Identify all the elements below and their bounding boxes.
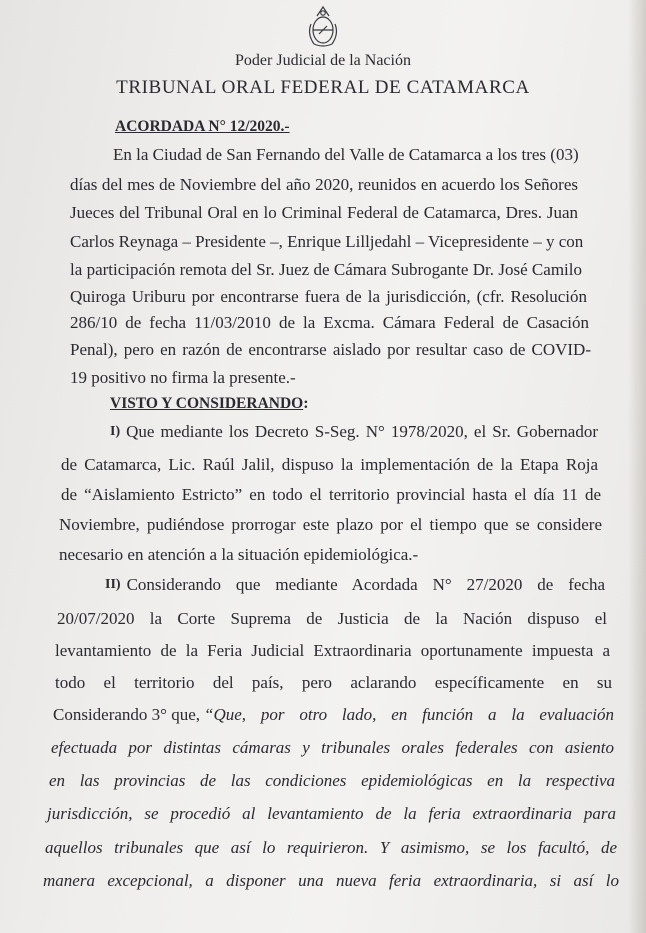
- para2-line-5-plain: Considerando 3° que,: [53, 705, 201, 724]
- para1-line-4: Noviembre, pudiéndose prorrogar este plazo por el tiempo que se considere: [59, 515, 602, 534]
- para1-line-3: de “Aislamiento Estricto” en todo el territorio provincial hasta el día 11 de: [61, 485, 601, 504]
- intro-line-9: 19 positivo no firma la presente.-: [70, 368, 296, 387]
- intro-line-6: Quiroga Uriburu por encontrarse fuera de la jurisdicción, (cfr. Resolución: [70, 287, 587, 306]
- para2-italic-line-2: en las provincias de las condiciones epidemiológicas en la respectiva: [49, 771, 615, 790]
- para2-line-2: 20/07/2020 la Corte Suprema de Justicia de la Nación dispuso el: [57, 609, 607, 628]
- acordada-title: ACORDADA N° 12/2020.-: [115, 118, 290, 135]
- para2-italic-line-3: jurisdicción, se procedió al levantamiento de la feria extraordinaria para: [47, 804, 616, 823]
- visto-heading: [110, 395, 309, 413]
- intro-line-8: Penal), pero en razón de encontrarse aislado por resultar caso de COVID-: [70, 340, 591, 359]
- para1-label: I): [110, 424, 121, 439]
- page-edge-shadow: [628, 0, 646, 933]
- coat-of-arms-emblem: [305, 4, 341, 48]
- para1-line-1-text: Que mediante los Decreto S-Seg. N° 1978/2020, el Sr. Gobernador: [126, 422, 598, 441]
- visto-title: VISTO Y CONSIDERANDO: [110, 395, 304, 412]
- para2-line-4: todo el territorio del país, pero aclarando específicamente en su: [55, 673, 612, 692]
- para2-italic-line-1: efectuada por distintas cámaras y tribunales orales federales con asiento: [51, 738, 614, 757]
- institution-name: Poder Judicial de la Nación: [235, 52, 411, 69]
- para2-italic-line-4: aquellos tribunales que así lo requirieron. Y asimismo, se los facultó, de: [45, 838, 617, 857]
- para2-line-1-text: Considerando que mediante Acordada N° 27/2020 de fecha: [126, 575, 605, 594]
- intro-line-2: días del mes de Noviembre del año 2020, reunidos en acuerdo los Señores: [70, 175, 578, 194]
- intro-line-7: 286/10 de fecha 11/03/2010 de la Excma. Cámara Federal de Casación: [70, 313, 589, 332]
- tribunal-name: TRIBUNAL ORAL FEDERAL DE CATAMARCA: [116, 77, 530, 98]
- para1-line-1: [110, 422, 598, 442]
- visto-colon: :: [303, 395, 309, 412]
- para2-label: II): [105, 577, 121, 592]
- intro-line-1: En la Ciudad de San Fernando del Valle de Catamarca a los tres (03): [113, 145, 579, 164]
- para2-line-1: [105, 575, 605, 595]
- para2-italic-line-5: manera excepcional, a disponer una nueva feria extraordinaria, si así lo: [43, 871, 619, 890]
- para1-line-5: necesario en atención a la situación epidemiológica.-: [59, 545, 419, 564]
- para1-line-2: de Catamarca, Lic. Raúl Jalil, dispuso la implementación de la Etapa Roja: [61, 455, 598, 474]
- intro-line-5: la participación remota del Sr. Juez de Cámara Subrogante Dr. José Camilo: [70, 260, 582, 279]
- para2-line-5: [53, 705, 614, 725]
- intro-line-3: Jueces del Tribunal Oral en lo Criminal Federal de Catamarca, Dres. Juan: [70, 203, 578, 222]
- para2-line-5-italic: “Que, por otro lado, en función a la evaluación: [204, 705, 614, 724]
- intro-line-4: Carlos Reynaga – Presidente –, Enrique Lilljedahl – Vicepresidente – y con: [70, 232, 584, 251]
- para2-line-3: levantamiento de la Feria Judicial Extraordinaria oportunamente impuesta a: [55, 641, 610, 660]
